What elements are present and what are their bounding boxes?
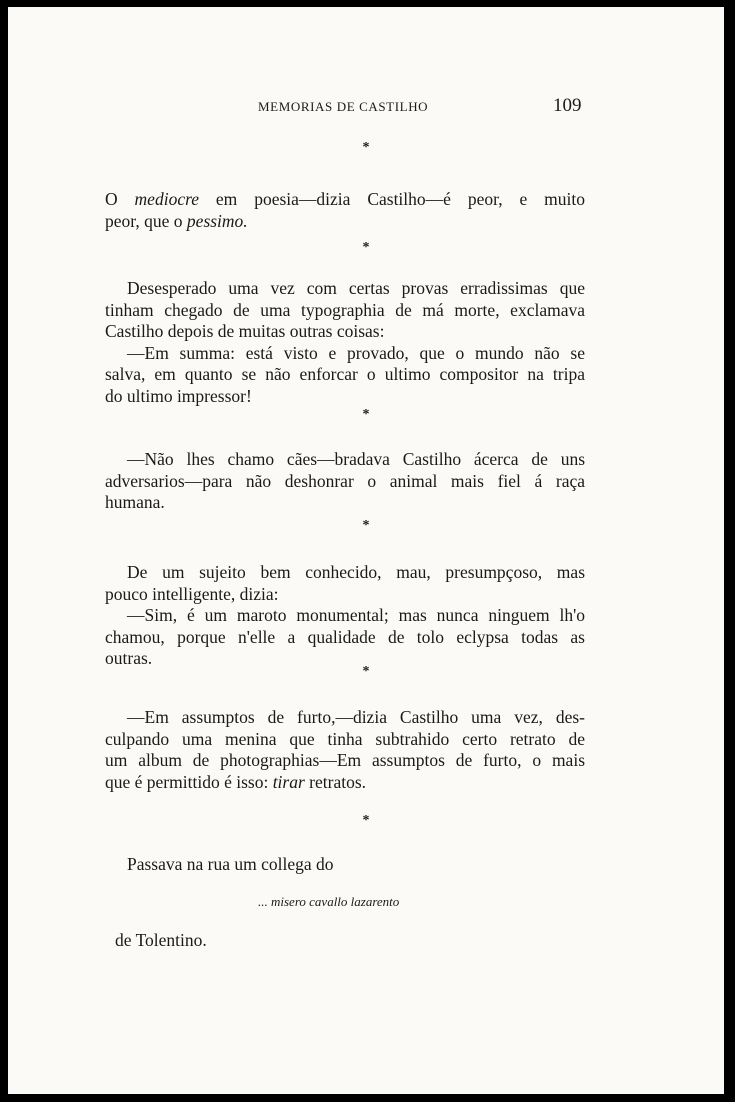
page-header xyxy=(8,95,724,117)
text-line: pouco intelligente, dizia: xyxy=(105,583,279,604)
text-line: —Em assumptos de furto,—dizia Castilho uma vez, des- xyxy=(127,707,585,727)
paragraph-passava xyxy=(105,854,585,876)
text-line: outras. xyxy=(105,648,153,668)
section-separator: * xyxy=(362,407,370,422)
text-line: Castilho depois de muitas outras coisas: xyxy=(105,321,385,341)
paragraph-provas xyxy=(105,278,585,407)
text-line: chamou, porque n'elle a qualidade de tolo eclypsa todas as xyxy=(105,626,585,647)
text-line: —Sim, é um maroto monumental; mas nunca ninguem lh'o xyxy=(127,605,585,625)
paragraph-furto xyxy=(105,707,585,793)
text-line: O mediocre em poesia—dizia Castilho—é peor, e muito xyxy=(105,189,585,209)
text-line: um album de photographias—Em assumptos de furto, o mais xyxy=(105,750,585,770)
paragraph-mediocre xyxy=(105,189,585,232)
verse-quote: ... misero cavallo lazarento xyxy=(258,894,400,909)
section-separator: * xyxy=(362,240,370,255)
section-separator: * xyxy=(362,664,370,679)
text-line: —Em summa: está visto e provado, que o mundo não se xyxy=(127,342,585,363)
text-line: culpando uma menina que tinha subtrahido certo retrato de xyxy=(105,728,585,749)
text-line: adversarios—para não deshonrar o animal mais fiel á raça xyxy=(105,470,585,491)
text-line: salva, em quanto se não enforcar o ultimo compositor na tripa xyxy=(105,364,585,384)
text-line: —Não lhes chamo cães—bradava Castilho ácerca de uns xyxy=(127,449,585,469)
book-page xyxy=(8,7,724,1094)
page-number: 109 xyxy=(553,95,582,116)
section-separator: * xyxy=(362,140,370,155)
text-line: Passava na rua um collega do xyxy=(127,854,334,874)
text-line: tinham chegado de uma typographia de má morte, exclamava xyxy=(105,299,585,320)
section-separator: * xyxy=(362,518,370,533)
running-title: MEMORIAS DE CASTILHO xyxy=(258,99,429,114)
text-line: que é permittido é isso: tirar retratos. xyxy=(105,771,367,792)
paragraph-maroto xyxy=(105,562,585,670)
text-line: peor, que o pessimo. xyxy=(105,210,248,231)
text-line: humana. xyxy=(105,492,165,512)
text-line: De um sujeito bem conhecido, mau, presumpçoso, mas xyxy=(127,562,585,582)
italic-word: pessimo. xyxy=(186,210,248,231)
italic-word: tirar xyxy=(272,771,305,792)
closing-line xyxy=(105,930,585,952)
text-line: Desesperado uma vez com certas provas erradissimas que xyxy=(127,278,585,298)
text-line: de Tolentino. xyxy=(115,930,207,950)
italic-word: mediocre xyxy=(134,189,200,209)
text-line: do ultimo impressor! xyxy=(105,385,252,406)
paragraph-caes xyxy=(105,449,585,514)
section-separator: * xyxy=(362,813,370,828)
